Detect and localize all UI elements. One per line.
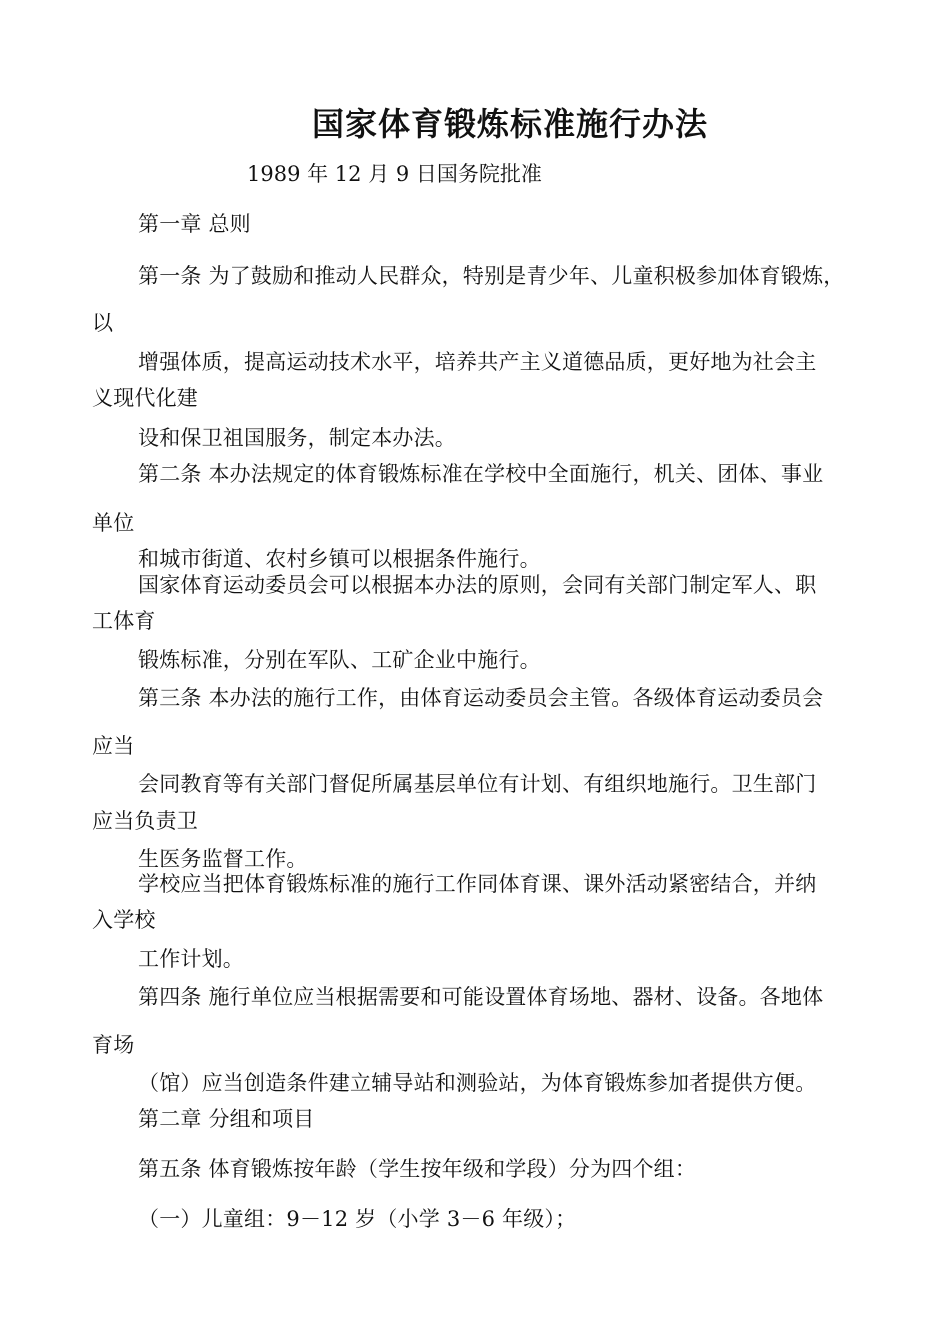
paragraph-line: 第二条 本办法规定的体育锻炼标准在学校中全面施行，机关、团体、事业 <box>138 462 824 486</box>
paragraph-line: 第五条 体育锻炼按年龄（学生按年级和学段）分为四个组： <box>138 1157 697 1181</box>
paragraph-line: 第一条 为了鼓励和推动人民群众，特别是青少年、儿童积极参加体育锻炼， <box>138 264 845 288</box>
paragraph-line: 学校应当把体育锻炼标准的施行工作同体育课、课外活动紧密结合，并纳 <box>138 872 817 896</box>
paragraph-line: 工体育 <box>92 609 156 633</box>
paragraph-line: 第三条 本办法的施行工作，由体育运动委员会主管。各级体育运动委员会 <box>138 686 824 710</box>
paragraph-line: 义现代化建 <box>92 386 198 410</box>
paragraph-line: 生医务监督工作。 <box>138 847 308 871</box>
paragraph-line: 以 <box>92 311 114 335</box>
paragraph-line: （一）儿童组：9－12 岁（小学 3－6 年级）； <box>138 1207 577 1231</box>
paragraph-line: （馆）应当创造条件建立辅导站和测验站，为体育锻炼参加者提供方便。 <box>138 1071 817 1095</box>
paragraph-line: 增强体质，提高运动技术水平，培养共产主义道德品质，更好地为社会主 <box>138 350 817 374</box>
chapter-heading: 第一章 总则 <box>138 212 251 236</box>
paragraph-line: 工作计划。 <box>138 947 244 971</box>
document-subtitle: 1989 年 12 月 9 日国务院批准 <box>247 162 542 186</box>
paragraph-line: 入学校 <box>92 908 156 932</box>
paragraph-line: 应当负责卫 <box>92 809 198 833</box>
chapter-heading: 第二章 分组和项目 <box>138 1107 315 1131</box>
paragraph-line: 设和保卫祖国服务，制定本办法。 <box>138 426 456 450</box>
document-title: 国家体育锻炼标准施行办法 <box>311 105 708 143</box>
paragraph-line: 锻炼标准，分别在军队、工矿企业中施行。 <box>138 648 541 672</box>
paragraph-line: 和城市街道、农村乡镇可以根据条件施行。 <box>138 547 541 571</box>
paragraph-line: 育场 <box>92 1033 135 1057</box>
paragraph-line: 第四条 施行单位应当根据需要和可能设置体育场地、器材、设备。各地体 <box>138 985 824 1009</box>
paragraph-line: 国家体育运动委员会可以根据本办法的原则，会同有关部门制定军人、职 <box>138 573 817 597</box>
paragraph-line: 会同教育等有关部门督促所属基层单位有计划、有组织地施行。卫生部门 <box>138 772 817 796</box>
paragraph-line: 单位 <box>92 511 135 535</box>
paragraph-line: 应当 <box>92 734 135 758</box>
